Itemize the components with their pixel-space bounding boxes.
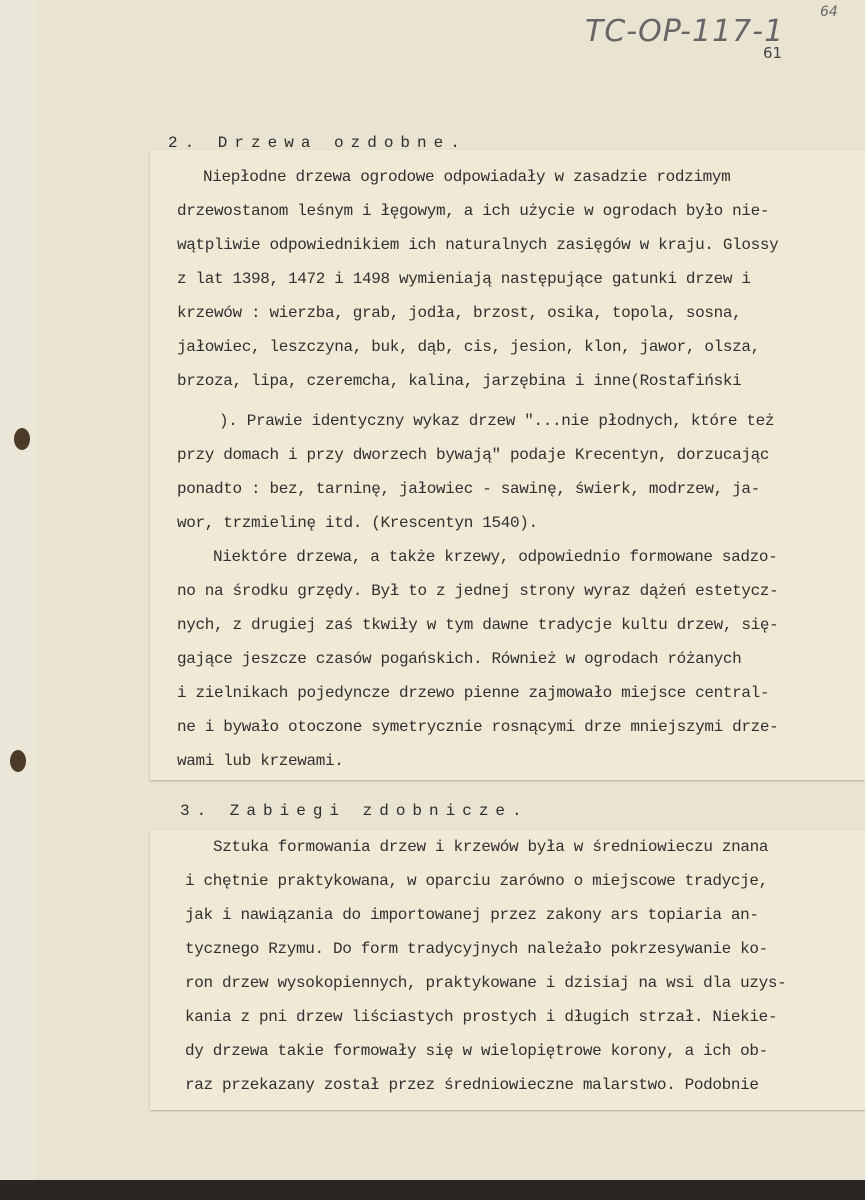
text-line: nych, z drugiej zaś tkwiły w tym dawne tradycje kultu drzew, się- bbox=[177, 616, 779, 634]
text-line: no na środku grzędy. Był to z jednej strony wyraz dążeń estetycz- bbox=[177, 582, 779, 600]
text-line: i chętnie praktykowana, w oparciu zarówno o miejscowe tradycje, bbox=[185, 872, 768, 890]
text-line: i zielnikach pojedyncze drzewo pienne zajmowało miejsce central- bbox=[177, 684, 770, 702]
text-line: ne i bywało otoczone symetrycznie rosnącymi drze mniejszymi drze- bbox=[177, 718, 779, 736]
scan-bottom-edge bbox=[0, 1180, 865, 1200]
text-line: ). Prawie identyczny wykaz drzew "...nie płodnych, które też bbox=[219, 412, 775, 430]
text-line: gające jeszcze czasów pogańskich. Również w ogrodach różanych bbox=[177, 650, 742, 668]
binding-strip bbox=[0, 0, 39, 1190]
text-line: tycznego Rzymu. Do form tradycyjnych należało pokrzesywanie ko- bbox=[185, 940, 768, 958]
text-line: wami lub krzewami. bbox=[177, 752, 344, 770]
text-line: brzoza, lipa, czeremcha, kalina, jarzębina i inne(Rostafiński bbox=[177, 372, 742, 390]
document-code: TC-OP-117-1 bbox=[585, 14, 785, 49]
text-line: jałowiec, leszczyna, buk, dąb, cis, jesion, klon, jawor, olsza, bbox=[177, 338, 760, 356]
text-line: kania z pni drzew liściastych prostych i długich strzał. Niekie- bbox=[185, 1008, 778, 1026]
section-3-heading: 3. Zabiegi zdobnicze. bbox=[180, 802, 529, 820]
text-line: z lat 1398, 1472 i 1498 wymieniają następujące gatunki drzew i bbox=[177, 270, 751, 288]
text-line: Niektóre drzewa, a także krzewy, odpowiednio formowane sadzo- bbox=[213, 548, 778, 566]
text-line: ponadto : bez, tarninę, jałowiec - sawinę, świerk, modrzew, ja- bbox=[177, 480, 760, 498]
text-line: przy domach i przy dworzech bywają" podaje Krecentyn, dorzucając bbox=[177, 446, 770, 464]
text-line: Niepłodne drzewa ogrodowe odpowiadały w zasadzie rodzimym bbox=[203, 168, 731, 186]
text-line: wątpliwie odpowiednikiem ich naturalnych zasięgów w kraju. Glossy bbox=[177, 236, 779, 254]
corner-page-number: 64 bbox=[820, 4, 838, 20]
text-line: ron drzew wysokopiennych, praktykowane i dzisiaj na wsi dla uzys- bbox=[185, 974, 787, 992]
punch-hole bbox=[14, 428, 30, 450]
page-number: 61 bbox=[763, 44, 783, 62]
text-line: jak i nawiązania do importowanej przez zakony ars topiaria an- bbox=[185, 906, 759, 924]
text-line: krzewów : wierzba, grab, jodła, brzost, osika, topola, sosna, bbox=[177, 304, 742, 322]
section-2-heading: 2. Drzewa ozdobne. bbox=[168, 134, 467, 152]
text-line: drzewostanom leśnym i łęgowym, a ich użycie w ogrodach było nie- bbox=[177, 202, 770, 220]
text-line: wor, trzmielinę itd. (Krescentyn 1540). bbox=[177, 514, 538, 532]
text-line: Sztuka formowania drzew i krzewów była w średniowieczu znana bbox=[213, 838, 769, 856]
punch-hole bbox=[10, 750, 26, 772]
text-line: dy drzewa takie formowały się w wielopiętrowe korony, a ich ob- bbox=[185, 1042, 768, 1060]
text-line: raz przekazany został przez średniowieczne malarstwo. Podobnie bbox=[185, 1076, 759, 1094]
